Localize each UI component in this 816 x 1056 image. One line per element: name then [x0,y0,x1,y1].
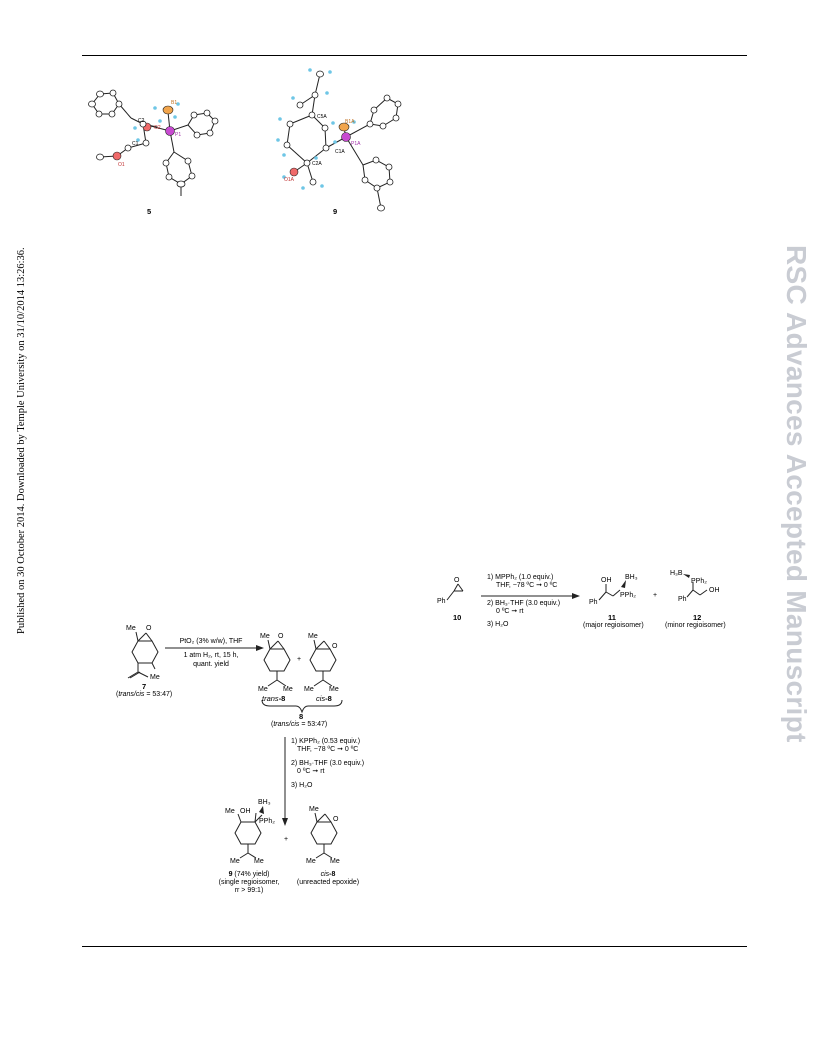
step2-conditions-line2: THF, −78 ºC ➞ 0 ºC [297,746,359,753]
p9-me: Me [225,808,235,815]
c7-me-top: Me [126,625,136,632]
mixture-8-label: 8 [299,712,304,721]
p12-h3b: H₃B [670,570,683,577]
unreacted-me: Me [309,806,319,813]
cis8-me: Me [308,633,318,640]
step2-conditions-line4: 0 ºC ➞ rt [297,768,325,775]
atom-label-c1a: C1A [335,149,345,155]
structure-label-9: 9 [333,207,338,216]
atom-label-c2a: C2A [312,161,322,167]
p12-pph2: PPh₂ [691,578,707,585]
accepted-manuscript-watermark: RSC Advances Accepted Manuscript [781,245,812,743]
atom-label-b1a: B1A [345,119,355,125]
p11-oh: OH [601,577,612,584]
atom-label-c1: C1 [132,141,139,147]
right-conditions-line5: 3) H₂O [487,621,509,628]
atom-label-c2: C2 [138,118,145,124]
trans8-label: trans-8 [262,694,286,703]
atom-label-p1: P1 [175,132,182,138]
p11-bh3: BH₃ [625,574,638,581]
product-9-rr: rr > 99:1) [234,887,264,894]
plus-sign-2: + [284,836,289,843]
trans8-me-right: Me [283,686,293,693]
step2-conditions-line3: 2) BH₃·THF (3.0 equiv.) [291,760,365,767]
unreacted-me-right: Me [330,858,340,865]
atom-label-o2: O2 [154,125,161,131]
trans8-me: Me [260,633,270,640]
atom-label-o1: O1 [118,162,125,168]
right-conditions-line3: 2) BH₃·THF (3.0 equiv.) [487,600,561,607]
p9-bh3: BH₃ [258,799,271,806]
unreacted-note: (unreacted epoxide) [296,879,360,886]
compound-10-label: 10 [453,613,462,622]
compound-11-label: 11 [608,613,616,622]
atom-label-c5a: C5A [317,114,327,120]
p11-ph: Ph [589,599,598,606]
mixture-8-ratio: (trans/cis = 53:47) [271,721,328,728]
compound-12-note: (minor regioisomer) [665,622,726,629]
right-conditions-line2: THF, −78 ºC ➞ 0 ºC [496,582,558,589]
compound-12-label: 12 [693,613,702,622]
atom-label-o1a: O1A [284,177,295,183]
atom-label-p1a: P1A [351,141,361,147]
step1-conditions-line2: 1 atm H₂, rt, 15 h, [183,652,239,659]
bh3-arrow-head-12 [683,574,690,578]
step1-conditions-line3: quant. yield [193,661,229,668]
p9-me-right: Me [254,858,264,865]
publication-note: Published on 30 October 2014. Downloaded by Temple University on 31/10/2014 13:26:36. [16,247,27,634]
compound-11-note: (major regioisomer) [583,622,644,629]
compound-7-label: 7 [142,682,147,691]
right-conditions-line4: 0 ºC ➞ rt [496,608,524,615]
p9-me-left: Me [230,858,240,865]
unreacted-o: O [333,816,339,823]
compound-7-ratio: (trans/cis = 53:47) [116,691,173,698]
p12-oh: OH [709,587,720,594]
product-9-regio: (single regioisomer, [218,879,280,886]
arrow-head-3 [572,593,580,599]
p11-pph2: PPh₂ [620,592,636,599]
c7-me-bottom: Me [150,674,160,681]
trans8-me-left: Me [258,686,268,693]
product-9-yield: 9 (74% yield) [228,871,270,878]
p9-pph2: PPh₂ [259,818,275,825]
trans8-o: O [278,633,284,640]
cis8-label: cis-8 [316,694,332,703]
atom-label-b1: B1 [171,100,178,106]
step2-conditions-line5: 3) H₂O [291,782,313,789]
cis8-me-left: Me [304,686,314,693]
c10-ph: Ph [437,598,446,605]
step1-conditions-line1: PtO₂ (3% w/w), THF [179,638,243,645]
c7-o: O [146,625,152,632]
c10-o: O [454,577,460,584]
p12-ph: Ph [678,596,687,603]
step2-conditions-line1: 1) KPPh₂ (0.53 equiv.) [291,738,361,745]
plus-sign-3: + [653,592,658,599]
cis8-me-right: Me [329,686,339,693]
unreacted-me-left: Me [306,858,316,865]
plus-sign-1: + [297,656,302,663]
p9-oh: OH [240,808,251,815]
unreacted-cis8-label: cis-8 [320,871,336,878]
right-conditions-line1: 1) MPPh₂ (1.0 equiv.) [487,574,554,581]
cis8-o: O [332,643,338,650]
structure-label-5: 5 [147,207,152,216]
